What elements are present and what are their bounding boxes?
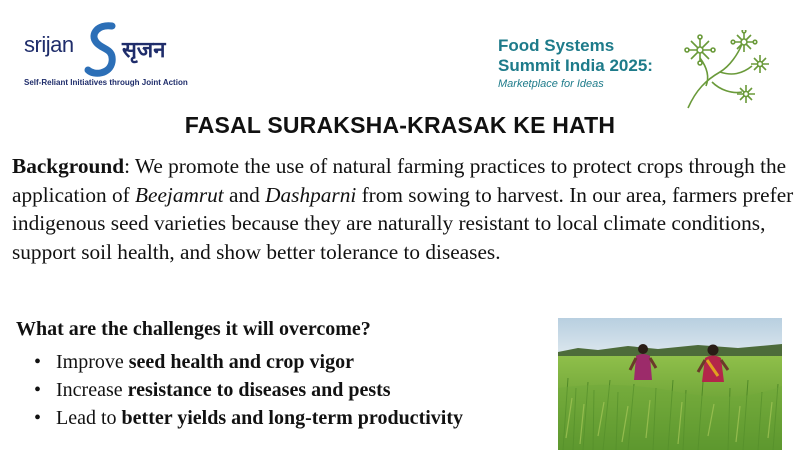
list-item	[34, 376, 463, 404]
fss-logo-text	[498, 36, 698, 90]
bullet-icon: •	[34, 379, 42, 401]
item-bold: resistance to diseases and pests	[127, 379, 391, 401]
plant-dandelion-icon	[676, 30, 776, 110]
item-prefix: Lead to	[56, 407, 122, 429]
srijan-wordmark: srijan	[24, 32, 74, 57]
list-item	[34, 404, 463, 432]
challenges-heading: What are the challenges it will overcome?	[16, 318, 371, 340]
srijan-hindi-wordmark: सृजन	[122, 38, 166, 63]
item-prefix: Increase	[56, 379, 128, 401]
bullet-icon: •	[34, 351, 42, 373]
background-text-2: and	[223, 182, 266, 207]
srijan-s-mark-icon	[84, 22, 120, 78]
background-paragraph	[12, 152, 794, 266]
dashparni-term: Dashparni	[265, 182, 357, 207]
srijan-tagline: Self-Reliant Initiatives through Joint Action	[24, 78, 188, 87]
bullet-icon: •	[34, 407, 42, 429]
farmers-field-photo	[558, 318, 782, 450]
background-label: Background	[12, 154, 125, 178]
background-text-3: from sowing to harvest. In our area, farmers prefer indigenous seed varieties because they are naturally resistant to local climate conditions, support soil health, and show better tolerance to diseases.	[12, 182, 794, 264]
challenges-list	[34, 348, 463, 432]
background-text-1: : We promote the use of natural farming practices to protect crops through the application of	[12, 154, 787, 207]
list-item	[34, 348, 463, 376]
item-prefix: Improve	[56, 351, 129, 373]
fss-line-2: Summit India 2025:	[498, 56, 653, 75]
page-title: FASAL SURAKSHA-KRASAK KE HATH	[184, 112, 616, 138]
srijan-logo	[24, 22, 204, 92]
item-bold: better yields and long-term productivity	[121, 407, 463, 429]
fss-line-1: Food Systems	[498, 36, 615, 55]
item-bold: seed health and crop vigor	[128, 351, 354, 373]
fss-subtitle: Marketplace for Ideas	[498, 78, 604, 90]
beejamrut-term: Beejamrut	[135, 182, 224, 207]
